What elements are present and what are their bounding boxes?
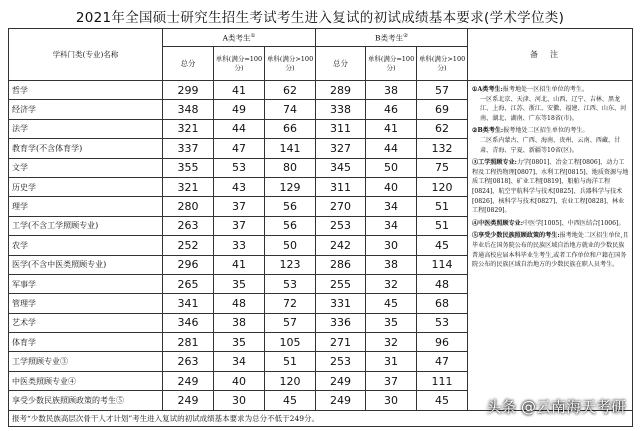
table-body bbox=[9, 81, 633, 427]
score-cell: 345 bbox=[316, 158, 366, 177]
category-cell: 中医类照顾专业④ bbox=[9, 371, 163, 390]
class-a-header: A类考生① bbox=[163, 29, 316, 47]
category-cell: 享受少数民族照顾政策的考生⑤ bbox=[9, 391, 163, 410]
note-block bbox=[472, 158, 629, 216]
score-cell: 44 bbox=[366, 139, 417, 158]
score-cell: 311 bbox=[316, 177, 366, 196]
score-cell: 34 bbox=[214, 352, 265, 371]
b-singlegt100-header: 单科(满分>100分) bbox=[417, 47, 468, 81]
score-cell: 281 bbox=[163, 333, 214, 352]
score-cell: 289 bbox=[316, 81, 366, 100]
score-cell: 252 bbox=[163, 236, 214, 255]
score-cell: 105 bbox=[265, 333, 316, 352]
remarks-header: 备注 bbox=[468, 29, 633, 81]
note-title: ③工学照顾专业: bbox=[472, 159, 517, 167]
score-cell: 41 bbox=[214, 255, 265, 274]
score-cell: 299 bbox=[163, 81, 214, 100]
table-row bbox=[9, 81, 633, 100]
score-cell: 336 bbox=[316, 313, 366, 332]
score-cell: 56 bbox=[265, 197, 316, 216]
score-cell: 45 bbox=[417, 391, 468, 410]
category-cell: 文学 bbox=[9, 158, 163, 177]
score-cell: 253 bbox=[316, 216, 366, 235]
score-cell: 132 bbox=[417, 139, 468, 158]
score-cell: 47 bbox=[417, 352, 468, 371]
score-cell: 265 bbox=[163, 274, 214, 293]
score-cell: 57 bbox=[265, 313, 316, 332]
score-cell: 37 bbox=[214, 197, 265, 216]
score-cell: 114 bbox=[417, 255, 468, 274]
score-cell: 249 bbox=[316, 391, 366, 410]
note-text: 报考地处一区招生单位的考生。 bbox=[502, 86, 589, 93]
score-cell: 45 bbox=[366, 294, 417, 313]
score-cell: 37 bbox=[214, 216, 265, 235]
score-cell: 68 bbox=[417, 294, 468, 313]
note-block bbox=[472, 231, 629, 269]
note-title: ④中医类照顾专业: bbox=[472, 219, 524, 227]
category-header: 学科门类(专业)名称 bbox=[9, 29, 163, 81]
score-cell: 249 bbox=[163, 371, 214, 390]
footnote: 报考“少数民族高层次骨干人才计划”考生进入复试的初试成绩基本要求为总分不低于249分。 bbox=[9, 410, 633, 426]
score-cell: 57 bbox=[417, 81, 468, 100]
score-cell: 47 bbox=[214, 139, 265, 158]
category-cell: 历史学 bbox=[9, 177, 163, 196]
score-cell: 45 bbox=[265, 391, 316, 410]
watermark: 头条 @云南海天考研 bbox=[486, 398, 626, 416]
score-cell: 49 bbox=[214, 100, 265, 119]
score-cell: 249 bbox=[163, 391, 214, 410]
score-cell: 35 bbox=[214, 333, 265, 352]
score-cell: 33 bbox=[214, 236, 265, 255]
score-cell: 75 bbox=[417, 158, 468, 177]
score-cell: 62 bbox=[265, 81, 316, 100]
category-cell: 艺术学 bbox=[9, 313, 163, 332]
score-cell: 255 bbox=[316, 274, 366, 293]
a-singlegt100-header: 单科(满分>100分) bbox=[265, 47, 316, 81]
category-cell: 军事学 bbox=[9, 274, 163, 293]
score-cell: 53 bbox=[265, 274, 316, 293]
score-cell: 41 bbox=[214, 81, 265, 100]
category-cell: 哲学 bbox=[9, 81, 163, 100]
score-cell: 56 bbox=[265, 216, 316, 235]
score-cell: 30 bbox=[366, 391, 417, 410]
score-cell: 96 bbox=[417, 333, 468, 352]
a-total-header: 总分 bbox=[163, 47, 214, 81]
score-cell: 30 bbox=[214, 391, 265, 410]
a-single100-header: 单科(满分=100分) bbox=[214, 47, 265, 81]
category-cell: 医学(不含中医类照顾专业) bbox=[9, 255, 163, 274]
score-cell: 45 bbox=[417, 236, 468, 255]
score-cell: 346 bbox=[163, 313, 214, 332]
score-cell: 263 bbox=[163, 216, 214, 235]
score-cell: 34 bbox=[366, 197, 417, 216]
b-total-header: 总分 bbox=[316, 47, 366, 81]
score-cell: 280 bbox=[163, 197, 214, 216]
score-cell: 72 bbox=[265, 294, 316, 313]
score-cell: 253 bbox=[316, 352, 366, 371]
score-cell: 62 bbox=[417, 119, 468, 138]
score-cell: 34 bbox=[366, 216, 417, 235]
page-title: 2021年全国硕士研究生招生考试考生进入复试的初试成绩基本要求(学术学位类) bbox=[75, 10, 565, 26]
score-cell: 31 bbox=[366, 352, 417, 371]
score-cell: 38 bbox=[366, 255, 417, 274]
score-cell: 48 bbox=[214, 294, 265, 313]
score-cell: 69 bbox=[417, 100, 468, 119]
score-cell: 38 bbox=[214, 313, 265, 332]
remarks-cell bbox=[468, 81, 633, 411]
score-cell: 48 bbox=[417, 274, 468, 293]
score-cell: 37 bbox=[366, 371, 417, 390]
score-cell: 355 bbox=[163, 158, 214, 177]
note-text: 力学[0801]、冶金工程[0806]、动力工程及工程热物理[0807]、水利工程[0815]、地质资源与地质工程[0818]、矿业工程[0819]、船舶与海洋工程[0824]、航空宇航科学与技术[0825]、兵器科学与技术[0826]、核科学与技术[0827]、农业工程[0828]、林业工程[0829]。 bbox=[472, 159, 629, 215]
score-cell: 321 bbox=[163, 177, 214, 196]
category-cell: 教育学(不含体育学) bbox=[9, 139, 163, 158]
note-list: 二区系内蒙古、广西、海南、贵州、云南、西藏、甘肃、青海、宁夏、新疆等10省(区)。 bbox=[480, 136, 621, 154]
score-cell: 46 bbox=[366, 100, 417, 119]
score-cell: 74 bbox=[265, 100, 316, 119]
score-cell: 242 bbox=[316, 236, 366, 255]
note-title: ①A类考生: bbox=[472, 86, 503, 93]
score-cell: 341 bbox=[163, 294, 214, 313]
score-cell: 249 bbox=[316, 371, 366, 390]
note-text: 报考地处二区招生单位的考生。 bbox=[503, 127, 589, 135]
note-text: 中医学[1005]、中西医结合[1006]。 bbox=[523, 219, 625, 227]
score-cell: 338 bbox=[316, 100, 366, 119]
score-cell: 270 bbox=[316, 197, 366, 216]
score-cell: 129 bbox=[265, 177, 316, 196]
class-b-header: B类考生② bbox=[316, 29, 468, 47]
score-cell: 296 bbox=[163, 255, 214, 274]
note-block bbox=[472, 85, 629, 123]
note-text: 报考地处二区招生单位,且毕业后在国务院公布的民族区域自治地方就业的少数民族普通高校应届本科毕业生考生,或者工作单位和户籍在国务院公布的民族区域自治地方的少数民族在职人员考生。 bbox=[472, 232, 629, 269]
category-cell: 工学(不含工学照顾专业) bbox=[9, 216, 163, 235]
category-cell: 管理学 bbox=[9, 294, 163, 313]
b-single100-header: 单科(满分=100分) bbox=[366, 47, 417, 81]
score-cell: 51 bbox=[265, 352, 316, 371]
note-block bbox=[472, 219, 629, 229]
score-cell: 32 bbox=[366, 333, 417, 352]
score-cell: 80 bbox=[265, 158, 316, 177]
score-cell: 348 bbox=[163, 100, 214, 119]
score-cell: 331 bbox=[316, 294, 366, 313]
note-title: ⑤享受少数民族照顾政策的考生: bbox=[472, 232, 560, 240]
score-cell: 35 bbox=[366, 313, 417, 332]
score-cell: 337 bbox=[163, 139, 214, 158]
score-cell: 51 bbox=[417, 216, 468, 235]
score-cell: 53 bbox=[417, 313, 468, 332]
score-cell: 321 bbox=[163, 119, 214, 138]
score-table bbox=[8, 28, 633, 427]
score-cell: 111 bbox=[417, 371, 468, 390]
score-cell: 286 bbox=[316, 255, 366, 274]
note-block bbox=[472, 126, 629, 155]
score-cell: 38 bbox=[366, 81, 417, 100]
score-cell: 271 bbox=[316, 333, 366, 352]
category-cell: 法学 bbox=[9, 119, 163, 138]
score-cell: 120 bbox=[417, 177, 468, 196]
category-cell: 理学 bbox=[9, 197, 163, 216]
score-cell: 51 bbox=[417, 197, 468, 216]
category-cell: 工学照顾专业③ bbox=[9, 352, 163, 371]
score-cell: 43 bbox=[214, 177, 265, 196]
score-cell: 35 bbox=[214, 274, 265, 293]
score-cell: 263 bbox=[163, 352, 214, 371]
category-cell: 农学 bbox=[9, 236, 163, 255]
score-cell: 327 bbox=[316, 139, 366, 158]
score-cell: 50 bbox=[366, 158, 417, 177]
note-title: ②B类考生: bbox=[472, 127, 504, 135]
score-cell: 311 bbox=[316, 119, 366, 138]
score-cell: 53 bbox=[214, 158, 265, 177]
score-cell: 41 bbox=[366, 119, 417, 138]
score-cell: 123 bbox=[265, 255, 316, 274]
score-cell: 40 bbox=[214, 371, 265, 390]
category-cell: 经济学 bbox=[9, 100, 163, 119]
score-cell: 30 bbox=[366, 236, 417, 255]
score-cell: 141 bbox=[265, 139, 316, 158]
score-cell: 120 bbox=[265, 371, 316, 390]
score-cell: 32 bbox=[366, 274, 417, 293]
score-cell: 40 bbox=[366, 177, 417, 196]
category-cell: 体育学 bbox=[9, 333, 163, 352]
note-list: 一区系北京、天津、河北、山西、辽宁、吉林、黑龙江、上海、江苏、浙江、安徽、福建、江西、山东、河南、湖北、湖南、广东等18省(市)。 bbox=[480, 95, 627, 122]
score-cell: 50 bbox=[265, 236, 316, 255]
score-cell: 44 bbox=[214, 119, 265, 138]
score-cell: 66 bbox=[265, 119, 316, 138]
